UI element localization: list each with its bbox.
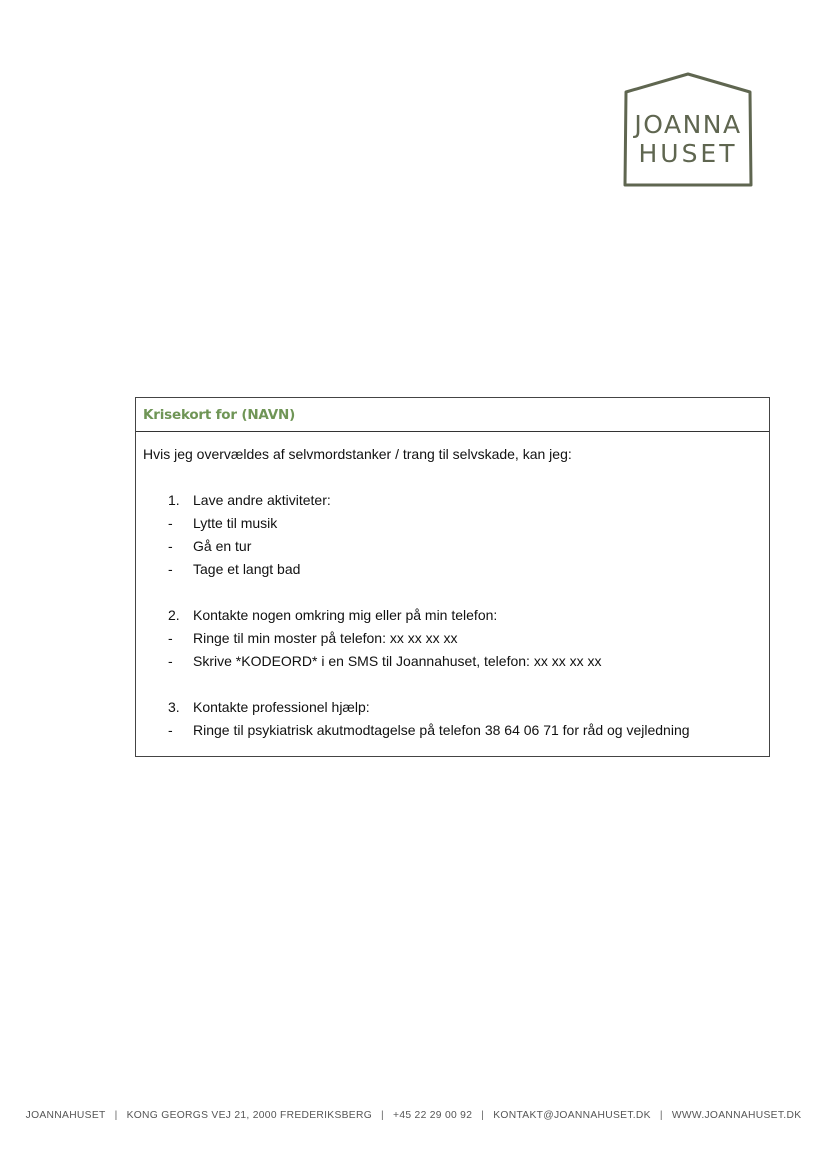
list-item <box>143 535 762 558</box>
list-item <box>143 719 762 742</box>
card-body <box>136 432 769 742</box>
list-item-text: Skrive *KODEORD* i en SMS til Joannahuset, telefon: xx xx xx xx <box>193 653 602 669</box>
page-footer <box>0 1110 827 1121</box>
section-contacts <box>143 604 762 673</box>
section-heading <box>143 604 762 627</box>
dash-bullet: - <box>168 722 173 738</box>
section-number: 1. <box>168 492 180 508</box>
footer-org: JOANNAHUSET <box>25 1110 106 1121</box>
logo-line2: HUSET <box>638 139 738 168</box>
list-item-text: Tage et langt bad <box>193 561 301 577</box>
footer-separator: | <box>381 1110 385 1121</box>
footer-email: KONTAKT@JOANNAHUSET.DK <box>493 1110 651 1121</box>
section-heading <box>143 489 762 512</box>
section-activities <box>143 489 762 581</box>
footer-separator: | <box>481 1110 485 1121</box>
crisis-card <box>135 397 770 757</box>
joannahuset-logo <box>620 70 756 192</box>
section-number: 2. <box>168 607 180 623</box>
list-item <box>143 627 762 650</box>
section-heading <box>143 696 762 719</box>
footer-separator: | <box>114 1110 118 1121</box>
list-item-text: Ringe til min moster på telefon: xx xx xx xx <box>193 630 458 646</box>
card-intro: Hvis jeg overvældes af selvmordstanker / trang til selvskade, kan jeg: <box>143 446 572 462</box>
section-number: 3. <box>168 699 180 715</box>
list-item-text: Lytte til musik <box>193 515 278 531</box>
section-professional-help <box>143 696 762 742</box>
list-item <box>143 558 762 581</box>
section-heading-text: Lave andre aktiviteter: <box>193 492 331 508</box>
footer-website: WWW.JOANNAHUSET.DK <box>671 1110 802 1121</box>
section-heading-text: Kontakte nogen omkring mig eller på min telefon: <box>193 607 498 623</box>
list-item <box>143 650 762 673</box>
dash-bullet: - <box>168 561 173 577</box>
dash-bullet: - <box>168 653 173 669</box>
footer-separator: | <box>659 1110 663 1121</box>
footer-phone: +45 22 29 00 92 <box>393 1110 473 1121</box>
list-item-text: Ringe til psykiatrisk akutmodtagelse på telefon 38 64 06 71 for råd og vejledning <box>193 722 690 738</box>
logo-line1: JOANNA <box>634 110 742 139</box>
list-item <box>143 512 762 535</box>
footer-address: KONG GEORGS VEJ 21, 2000 FREDERIKSBERG <box>126 1110 373 1121</box>
dash-bullet: - <box>168 538 173 554</box>
card-header <box>136 398 769 432</box>
card-title: Krisekort for (NAVN) <box>143 406 296 423</box>
dash-bullet: - <box>168 630 173 646</box>
list-item-text: Gå en tur <box>193 538 252 554</box>
section-heading-text: Kontakte professionel hjælp: <box>193 699 370 715</box>
dash-bullet: - <box>168 515 173 531</box>
